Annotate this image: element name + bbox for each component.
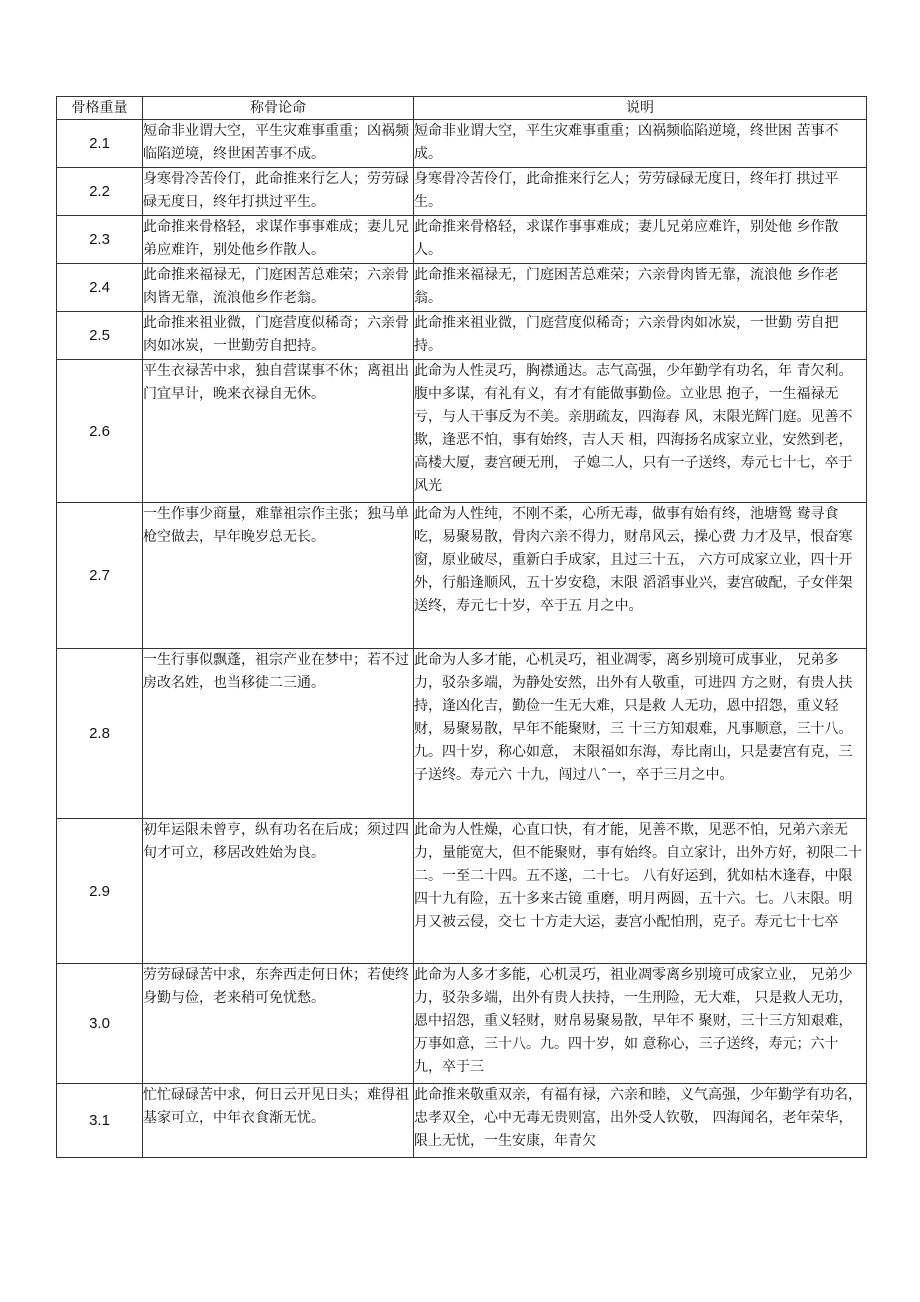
weight-cell: 2.5 <box>57 312 143 360</box>
table-header-row <box>57 97 867 120</box>
poem-cell <box>143 503 414 649</box>
poem-cell <box>143 360 414 503</box>
poem-cell <box>143 1084 414 1158</box>
table-row <box>57 1084 867 1158</box>
table-row <box>57 168 867 216</box>
poem-text: 短命非业谓大空，平生灾难事重重；凶祸频临陷逆境，终世困苦事不成。 <box>143 123 409 162</box>
explanation-text: 此命为人性纯，不刚不柔，心所无毒，做事有始有终，池塘鸳 鸯寻食吃，易聚易散，骨肉六亲不得力，财帛风云，操心费 力才及早，恨奋寒窗，原业破尽，重新白手成家，且过三十五， 六方可成家立业，四十开外，行船逢顺风，五十岁安稳，末限 滔滔事业兴，妻宫破配，子女伴架送终，寿元七十岁，卒于五 月之中。 <box>414 506 853 614</box>
poem-text: 劳劳碌碌苦中求，东奔西走何日休；若使终身勤与俭，老来稍可免忧愁。 <box>143 967 409 1006</box>
weight-cell: 2.6 <box>57 360 143 503</box>
explanation-cell <box>414 503 867 649</box>
poem-text: 初年运限未曾亨，纵有功名在后成；须过四旬才可立，移居改姓始为良。 <box>143 822 409 861</box>
weight-cell: 2.8 <box>57 649 143 819</box>
poem-cell <box>143 312 414 360</box>
weight-cell: 2.2 <box>57 168 143 216</box>
explanation-cell <box>414 1084 867 1158</box>
explanation-cell <box>414 312 867 360</box>
explanation-cell <box>414 360 867 503</box>
poem-cell <box>143 120 414 168</box>
table-row <box>57 503 867 649</box>
explanation-text: 此命推来祖业微，门庭营度似稀奇；六亲骨肉如冰炭，一世勤 劳自把持。 <box>414 315 839 354</box>
table-row <box>57 360 867 503</box>
poem-cell <box>143 649 414 819</box>
table-row <box>57 819 867 964</box>
explanation-text: 短命非业谓大空，平生灾难事重重；凶祸频临陷逆境，终世困 苦事不成。 <box>414 123 839 162</box>
poem-cell <box>143 964 414 1084</box>
explanation-cell <box>414 216 867 264</box>
explanation-cell <box>414 649 867 819</box>
poem-cell <box>143 819 414 964</box>
explanation-text: 此命推来福禄无，门庭困苦总难荣；六亲骨肉皆无靠，流浪他 乡作老翁。 <box>414 267 839 306</box>
table-row <box>57 964 867 1084</box>
table-row <box>57 312 867 360</box>
explanation-text: 此命为人性燥，心直口快，有才能，见善不欺，见恶不怕，兄弟六亲无力，量能宽大，但不能聚财，事有始终。自立家计，出外方好，初限二十二。一至二十四。五不遂，二十七。 八有好运到，犹如枯木逢春，中限四十九有险，五十多来古镜 重磨，明月两圆，五十六。七。八末限。明月又被云侵，交七 十方走大运，妻宫小配怕刑，克子。寿元七十七卒 <box>414 822 862 930</box>
poem-text: 此命推来福禄无，门庭困苦总难荣；六亲骨肉皆无靠，流浪他乡作老翁。 <box>143 267 409 306</box>
explanation-text: 身寒骨冷苦伶仃，此命推来行乞人；劳劳碌碌无度日，终年打 拱过平生。 <box>414 171 839 210</box>
poem-text: 忙忙碌碌苦中求，何日云开见日头；难得祖基家可立，中年衣食渐无忧。 <box>143 1087 409 1126</box>
poem-cell <box>143 168 414 216</box>
explanation-text: 此命为人多才多能，心机灵巧，祖业凋零离乡别境可成家立业， 兄弟少力，驳杂多端，出外有贵人扶持，一生刑险，无大难， 只是救人无功，恩中招怨，重义轻财，财帛易聚易散，早年不 聚财，三十三方知艰难，万事如意，三十八。九。四十岁，如 意称心，三子送终，寿元；六十九，卒于三 <box>414 967 853 1075</box>
explanation-cell <box>414 964 867 1084</box>
explanation-text: 此命为人多才能，心机灵巧，祖业凋零，离乡别境可成事业， 兄弟多力，驳杂多端，为静处安然，出外有人敬重，可进四 方之财，有贵人扶持，逢凶化吉，勤俭一生无大难，只是救 人无功，恩中招怨，重义轻财，易聚易散，早年不能聚财，三 十三方知艰难，凡事顺意，三十八。九。四十岁，称心如意， 末限福如东海，寿比南山，只是妻宫有克，三子送终。寿元六 十九，闯过八ˆ一，卒于三月之中。 <box>414 652 853 783</box>
poem-cell <box>143 264 414 312</box>
explanation-text: 此命推来敬重双亲，有福有禄，六亲和睦，义气高强，少年勤学有功名，忠孝双全，心中无毒无贵则富，出外受人钦敬， 四海闻名，老年荣华，限上无忧，一生安康，年青欠 <box>414 1087 862 1149</box>
poem-text: 此命推来骨格轻，求谋作事事难成；妻儿兄弟应难许，别处他乡作散人。 <box>143 219 409 258</box>
table-row <box>57 649 867 819</box>
header-weight: 骨格重量 <box>57 97 143 120</box>
weight-cell: 3.1 <box>57 1084 143 1158</box>
weight-cell: 3.0 <box>57 964 143 1084</box>
weight-cell: 2.4 <box>57 264 143 312</box>
explanation-cell <box>414 120 867 168</box>
bone-weight-table <box>56 96 867 1158</box>
poem-text: 一生作事少商量，难靠祖宗作主张；独马单枪空做去，早年晚岁总无长。 <box>143 506 409 545</box>
table-row <box>57 264 867 312</box>
poem-text: 一生行事似飘蓬，祖宗产业在梦中；若不过房改名姓，也当移徒二三通。 <box>143 652 409 691</box>
weight-cell: 2.3 <box>57 216 143 264</box>
poem-cell <box>143 216 414 264</box>
weight-cell: 2.1 <box>57 120 143 168</box>
header-explanation: 说明 <box>414 97 867 120</box>
explanation-text: 此命为人性灵巧，胸襟通达。志气高强，少年勤学有功名，年 青欠利。腹中多谋，有礼有义，有才有能做事勤俭。立业思 抱子，一生福禄无亏，与人干事反为不美。亲朋疏友，四海春 风，末限光辉门庭。见善不欺，逢恶不怕，事有始终，吉人天 相，四海扬名成家立业，安然到老，高楼大厦，妻宫硬无刑， 子媳二人，只有一子送终，寿元七十七，卒于风光 <box>414 363 853 494</box>
table-row <box>57 216 867 264</box>
table-row <box>57 120 867 168</box>
poem-text: 平生衣禄苦中求，独自营谋事不休；离祖出门宜早计，晚来衣禄自无休。 <box>143 363 409 402</box>
weight-cell: 2.7 <box>57 503 143 649</box>
poem-text: 身寒骨冷苦伶仃，此命推来行乞人；劳劳碌碌无度日，终年打拱过平生。 <box>143 171 409 210</box>
explanation-cell <box>414 168 867 216</box>
explanation-text: 此命推来骨格轻，求谋作事事难成；妻儿兄弟应难许，别处他 乡作散人。 <box>414 219 839 258</box>
explanation-cell <box>414 264 867 312</box>
poem-text: 此命推来祖业微，门庭营度似稀奇；六亲骨肉如冰炭，一世勤劳自把持。 <box>143 315 409 354</box>
header-poem: 称骨论命 <box>143 97 414 120</box>
explanation-cell <box>414 819 867 964</box>
weight-cell: 2.9 <box>57 819 143 964</box>
